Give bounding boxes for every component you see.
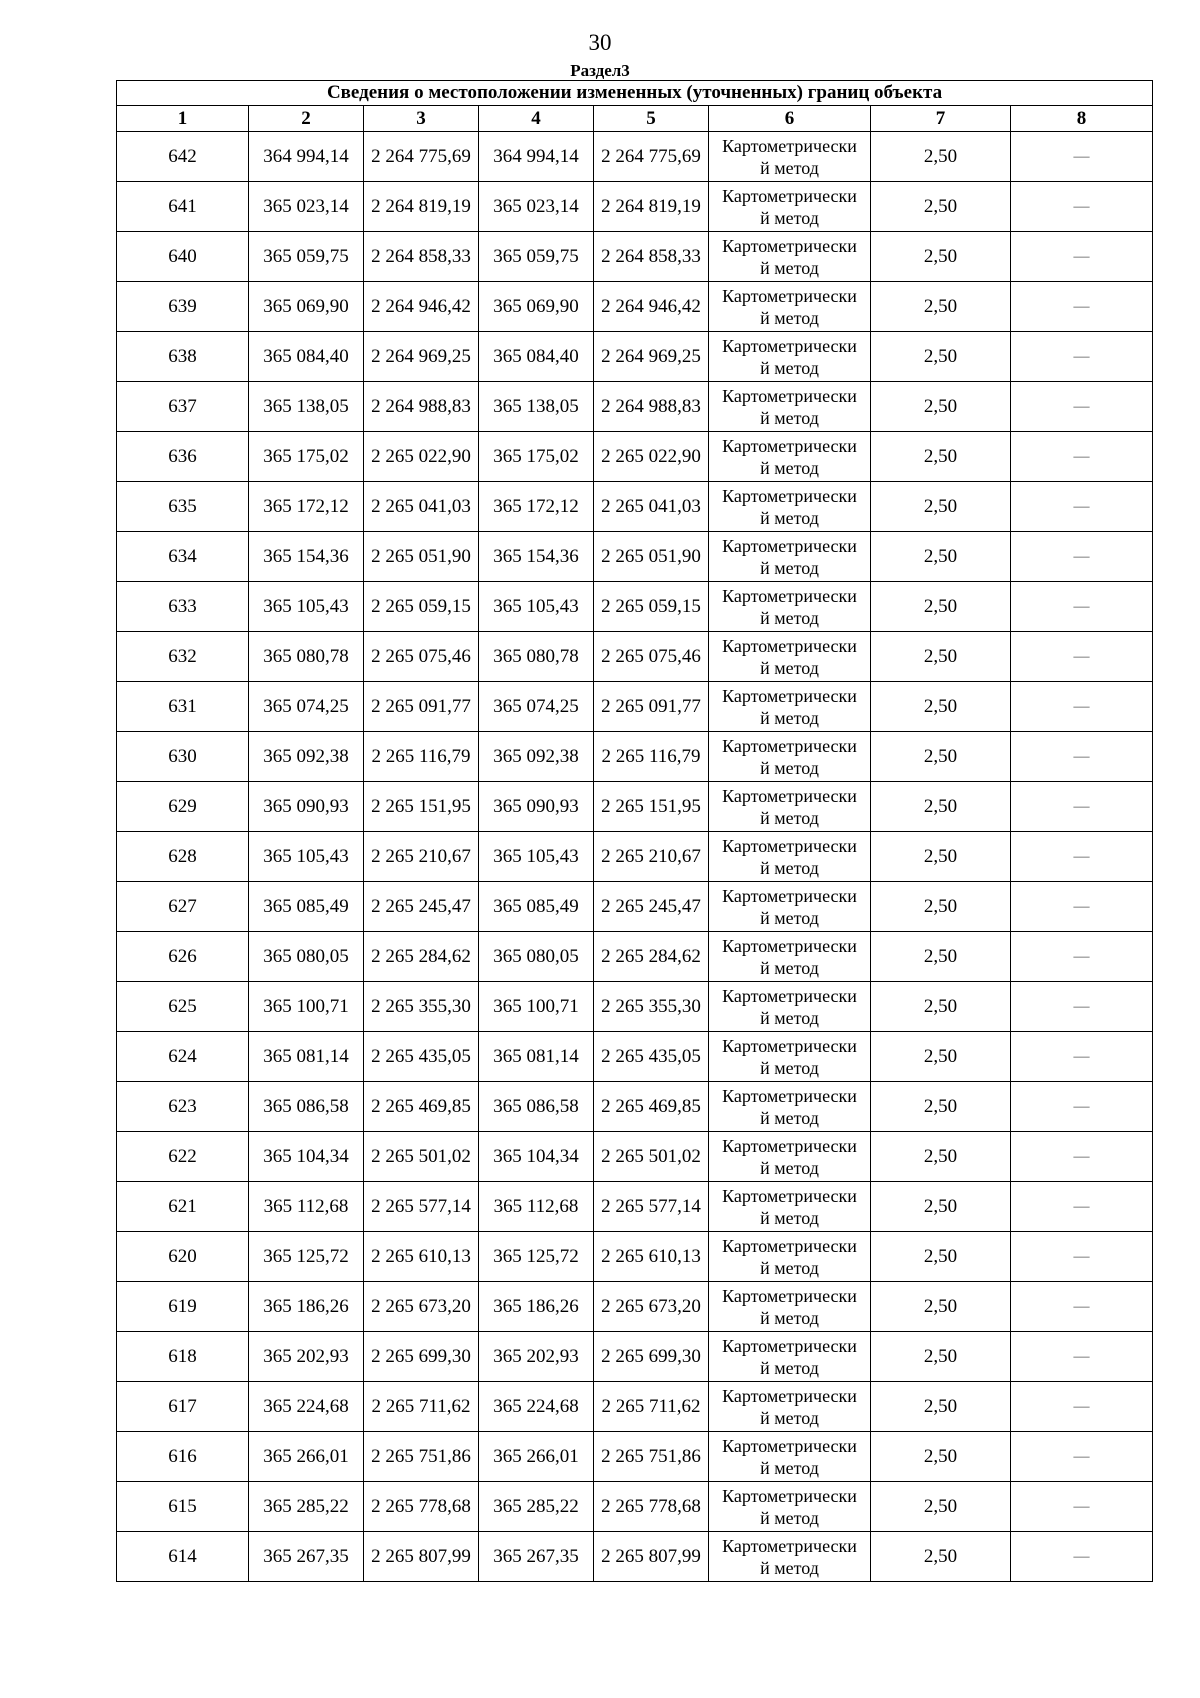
point-number-cell: 618 (117, 1332, 249, 1382)
point-number-cell: 633 (117, 582, 249, 632)
description-cell: — (1011, 482, 1153, 532)
x-coord-new-cell: 365 172,12 (479, 482, 594, 532)
x-coord-new-cell: 365 074,25 (479, 682, 594, 732)
table-title: Сведения о местоположении измененных (уточненных) границ объекта (117, 81, 1153, 106)
description-cell: — (1011, 632, 1153, 682)
x-coord-new-cell: 365 092,38 (479, 732, 594, 782)
x-coord-new-cell: 365 202,93 (479, 1332, 594, 1382)
table-row (117, 332, 1153, 382)
y-coord-existing-cell: 2 265 059,15 (364, 582, 479, 632)
accuracy-cell: 2,50 (871, 482, 1011, 532)
y-coord-new-cell: 2 265 699,30 (594, 1332, 709, 1382)
point-number-cell: 636 (117, 432, 249, 482)
accuracy-cell: 2,50 (871, 782, 1011, 832)
y-coord-existing-cell: 2 264 819,19 (364, 182, 479, 232)
y-coord-existing-cell: 2 265 577,14 (364, 1182, 479, 1232)
accuracy-cell: 2,50 (871, 682, 1011, 732)
x-coord-existing-cell: 365 086,58 (249, 1082, 364, 1132)
y-coord-new-cell: 2 265 711,62 (594, 1382, 709, 1432)
description-cell: — (1011, 932, 1153, 982)
column-number: 6 (709, 106, 871, 132)
accuracy-cell: 2,50 (871, 1032, 1011, 1082)
x-coord-existing-cell: 365 105,43 (249, 582, 364, 632)
method-cell: Картометрически й метод (709, 1232, 871, 1282)
method-cell: Картометрически й метод (709, 632, 871, 682)
y-coord-existing-cell: 2 265 151,95 (364, 782, 479, 832)
point-number-cell: 622 (117, 1132, 249, 1182)
table-row (117, 1332, 1153, 1382)
y-coord-new-cell: 2 265 577,14 (594, 1182, 709, 1232)
method-cell: Картометрически й метод (709, 932, 871, 982)
method-cell: Картометрически й метод (709, 1132, 871, 1182)
point-number-cell: 635 (117, 482, 249, 532)
description-cell: — (1011, 1032, 1153, 1082)
x-coord-existing-cell: 364 994,14 (249, 132, 364, 182)
y-coord-existing-cell: 2 265 210,67 (364, 832, 479, 882)
y-coord-existing-cell: 2 264 988,83 (364, 382, 479, 432)
description-cell: — (1011, 232, 1153, 282)
x-coord-new-cell: 365 175,02 (479, 432, 594, 482)
accuracy-cell: 2,50 (871, 1082, 1011, 1132)
method-cell: Картометрически й метод (709, 582, 871, 632)
description-cell: — (1011, 382, 1153, 432)
method-cell: Картометрически й метод (709, 1532, 871, 1582)
column-number: 1 (117, 106, 249, 132)
x-coord-existing-cell: 365 085,49 (249, 882, 364, 932)
method-cell: Картометрически й метод (709, 432, 871, 482)
x-coord-existing-cell: 365 175,02 (249, 432, 364, 482)
x-coord-existing-cell: 365 080,78 (249, 632, 364, 682)
y-coord-existing-cell: 2 265 469,85 (364, 1082, 479, 1132)
description-cell: — (1011, 982, 1153, 1032)
table-row (117, 1432, 1153, 1482)
description-cell: — (1011, 832, 1153, 882)
y-coord-new-cell: 2 265 469,85 (594, 1082, 709, 1132)
x-coord-existing-cell: 365 266,01 (249, 1432, 364, 1482)
y-coord-existing-cell: 2 265 091,77 (364, 682, 479, 732)
column-number: 2 (249, 106, 364, 132)
x-coord-new-cell: 365 186,26 (479, 1282, 594, 1332)
table-row (117, 732, 1153, 782)
y-coord-new-cell: 2 265 355,30 (594, 982, 709, 1032)
description-cell: — (1011, 1282, 1153, 1332)
accuracy-cell: 2,50 (871, 1482, 1011, 1532)
y-coord-new-cell: 2 265 245,47 (594, 882, 709, 932)
point-number-cell: 623 (117, 1082, 249, 1132)
table-row (117, 782, 1153, 832)
x-coord-existing-cell: 365 267,35 (249, 1532, 364, 1582)
description-cell: — (1011, 1532, 1153, 1582)
y-coord-new-cell: 2 265 091,77 (594, 682, 709, 732)
description-cell: — (1011, 1182, 1153, 1232)
x-coord-new-cell: 365 023,14 (479, 182, 594, 232)
column-number: 4 (479, 106, 594, 132)
table-row (117, 1532, 1153, 1582)
y-coord-existing-cell: 2 265 116,79 (364, 732, 479, 782)
table-row (117, 382, 1153, 432)
table-row (117, 482, 1153, 532)
y-coord-new-cell: 2 265 151,95 (594, 782, 709, 832)
y-coord-existing-cell: 2 265 699,30 (364, 1332, 479, 1382)
y-coord-existing-cell: 2 264 969,25 (364, 332, 479, 382)
accuracy-cell: 2,50 (871, 832, 1011, 882)
y-coord-existing-cell: 2 265 245,47 (364, 882, 479, 932)
accuracy-cell: 2,50 (871, 632, 1011, 682)
table-row (117, 1382, 1153, 1432)
y-coord-existing-cell: 2 265 673,20 (364, 1282, 479, 1332)
x-coord-new-cell: 365 059,75 (479, 232, 594, 282)
y-coord-existing-cell: 2 265 501,02 (364, 1132, 479, 1182)
accuracy-cell: 2,50 (871, 932, 1011, 982)
description-cell: — (1011, 532, 1153, 582)
x-coord-new-cell: 365 081,14 (479, 1032, 594, 1082)
x-coord-existing-cell: 365 105,43 (249, 832, 364, 882)
y-coord-existing-cell: 2 265 355,30 (364, 982, 479, 1032)
y-coord-existing-cell: 2 264 946,42 (364, 282, 479, 332)
accuracy-cell: 2,50 (871, 1182, 1011, 1232)
y-coord-existing-cell: 2 265 711,62 (364, 1382, 479, 1432)
point-number-cell: 638 (117, 332, 249, 382)
point-number-cell: 624 (117, 1032, 249, 1082)
point-number-cell: 630 (117, 732, 249, 782)
point-number-cell: 620 (117, 1232, 249, 1282)
accuracy-cell: 2,50 (871, 382, 1011, 432)
table-row (117, 882, 1153, 932)
accuracy-cell: 2,50 (871, 282, 1011, 332)
accuracy-cell: 2,50 (871, 1282, 1011, 1332)
table-row (117, 1232, 1153, 1282)
x-coord-existing-cell: 365 186,26 (249, 1282, 364, 1332)
description-cell: — (1011, 282, 1153, 332)
description-cell: — (1011, 782, 1153, 832)
y-coord-new-cell: 2 265 022,90 (594, 432, 709, 482)
method-cell: Картометрически й метод (709, 832, 871, 882)
accuracy-cell: 2,50 (871, 432, 1011, 482)
x-coord-existing-cell: 365 074,25 (249, 682, 364, 732)
table-title-row (117, 81, 1153, 106)
y-coord-new-cell: 2 265 210,67 (594, 832, 709, 882)
y-coord-new-cell: 2 265 751,86 (594, 1432, 709, 1482)
table-row (117, 682, 1153, 732)
x-coord-existing-cell: 365 285,22 (249, 1482, 364, 1532)
y-coord-existing-cell: 2 265 051,90 (364, 532, 479, 582)
method-cell: Картометрически й метод (709, 382, 871, 432)
x-coord-existing-cell: 365 154,36 (249, 532, 364, 582)
column-number: 8 (1011, 106, 1153, 132)
y-coord-new-cell: 2 265 673,20 (594, 1282, 709, 1332)
y-coord-new-cell: 2 265 610,13 (594, 1232, 709, 1282)
method-cell: Картометрически й метод (709, 282, 871, 332)
table-row (117, 1132, 1153, 1182)
description-cell: — (1011, 582, 1153, 632)
x-coord-existing-cell: 365 138,05 (249, 382, 364, 432)
x-coord-new-cell: 365 084,40 (479, 332, 594, 382)
point-number-cell: 629 (117, 782, 249, 832)
x-coord-new-cell: 365 069,90 (479, 282, 594, 332)
y-coord-existing-cell: 2 265 778,68 (364, 1482, 479, 1532)
x-coord-existing-cell: 365 172,12 (249, 482, 364, 532)
x-coord-existing-cell: 365 112,68 (249, 1182, 364, 1232)
x-coord-new-cell: 365 080,05 (479, 932, 594, 982)
y-coord-new-cell: 2 264 969,25 (594, 332, 709, 382)
x-coord-new-cell: 365 266,01 (479, 1432, 594, 1482)
method-cell: Картометрически й метод (709, 532, 871, 582)
description-cell: — (1011, 332, 1153, 382)
column-number: 5 (594, 106, 709, 132)
point-number-cell: 632 (117, 632, 249, 682)
point-number-cell: 641 (117, 182, 249, 232)
method-cell: Картометрически й метод (709, 332, 871, 382)
x-coord-new-cell: 365 285,22 (479, 1482, 594, 1532)
y-coord-existing-cell: 2 265 751,86 (364, 1432, 479, 1482)
point-number-cell: 616 (117, 1432, 249, 1482)
method-cell: Картометрически й метод (709, 1282, 871, 1332)
column-number-row (117, 106, 1153, 132)
table-row (117, 832, 1153, 882)
method-cell: Картометрически й метод (709, 1082, 871, 1132)
point-number-cell: 626 (117, 932, 249, 982)
x-coord-new-cell: 364 994,14 (479, 132, 594, 182)
description-cell: — (1011, 732, 1153, 782)
description-cell: — (1011, 1482, 1153, 1532)
y-coord-new-cell: 2 265 116,79 (594, 732, 709, 782)
table-row (117, 1082, 1153, 1132)
x-coord-new-cell: 365 105,43 (479, 582, 594, 632)
y-coord-existing-cell: 2 265 075,46 (364, 632, 479, 682)
x-coord-existing-cell: 365 080,05 (249, 932, 364, 982)
method-cell: Картометрически й метод (709, 1332, 871, 1382)
description-cell: — (1011, 882, 1153, 932)
point-number-cell: 642 (117, 132, 249, 182)
description-cell: — (1011, 432, 1153, 482)
method-cell: Картометрически й метод (709, 782, 871, 832)
method-cell: Картометрически й метод (709, 982, 871, 1032)
y-coord-new-cell: 2 265 075,46 (594, 632, 709, 682)
method-cell: Картометрически й метод (709, 482, 871, 532)
x-coord-new-cell: 365 267,35 (479, 1532, 594, 1582)
description-cell: — (1011, 1232, 1153, 1282)
table-row (117, 532, 1153, 582)
accuracy-cell: 2,50 (871, 182, 1011, 232)
accuracy-cell: 2,50 (871, 332, 1011, 382)
x-coord-existing-cell: 365 092,38 (249, 732, 364, 782)
boundary-table (116, 80, 1153, 1582)
accuracy-cell: 2,50 (871, 532, 1011, 582)
method-cell: Картометрически й метод (709, 732, 871, 782)
table-row (117, 182, 1153, 232)
column-number: 3 (364, 106, 479, 132)
y-coord-new-cell: 2 265 778,68 (594, 1482, 709, 1532)
x-coord-existing-cell: 365 125,72 (249, 1232, 364, 1282)
accuracy-cell: 2,50 (871, 232, 1011, 282)
table-row (117, 582, 1153, 632)
x-coord-new-cell: 365 080,78 (479, 632, 594, 682)
accuracy-cell: 2,50 (871, 1132, 1011, 1182)
y-coord-new-cell: 2 265 284,62 (594, 932, 709, 982)
description-cell: — (1011, 132, 1153, 182)
point-number-cell: 640 (117, 232, 249, 282)
y-coord-existing-cell: 2 264 775,69 (364, 132, 479, 182)
accuracy-cell: 2,50 (871, 1232, 1011, 1282)
point-number-cell: 625 (117, 982, 249, 1032)
x-coord-new-cell: 365 104,34 (479, 1132, 594, 1182)
y-coord-new-cell: 2 264 858,33 (594, 232, 709, 282)
y-coord-existing-cell: 2 265 284,62 (364, 932, 479, 982)
x-coord-existing-cell: 365 104,34 (249, 1132, 364, 1182)
x-coord-new-cell: 365 105,43 (479, 832, 594, 882)
point-number-cell: 637 (117, 382, 249, 432)
y-coord-new-cell: 2 265 041,03 (594, 482, 709, 532)
x-coord-existing-cell: 365 069,90 (249, 282, 364, 332)
method-cell: Картометрически й метод (709, 1182, 871, 1232)
x-coord-existing-cell: 365 084,40 (249, 332, 364, 382)
table-row (117, 1182, 1153, 1232)
point-number-cell: 615 (117, 1482, 249, 1532)
x-coord-new-cell: 365 100,71 (479, 982, 594, 1032)
method-cell: Картометрически й метод (709, 682, 871, 732)
point-number-cell: 619 (117, 1282, 249, 1332)
y-coord-new-cell: 2 265 059,15 (594, 582, 709, 632)
x-coord-new-cell: 365 112,68 (479, 1182, 594, 1232)
accuracy-cell: 2,50 (871, 1332, 1011, 1382)
table-row (117, 432, 1153, 482)
accuracy-cell: 2,50 (871, 1432, 1011, 1482)
y-coord-existing-cell: 2 265 022,90 (364, 432, 479, 482)
description-cell: — (1011, 182, 1153, 232)
y-coord-new-cell: 2 265 807,99 (594, 1532, 709, 1582)
point-number-cell: 634 (117, 532, 249, 582)
table-row (117, 1032, 1153, 1082)
x-coord-existing-cell: 365 224,68 (249, 1382, 364, 1432)
method-cell: Картометрически й метод (709, 1482, 871, 1532)
point-number-cell: 639 (117, 282, 249, 332)
y-coord-existing-cell: 2 265 807,99 (364, 1532, 479, 1582)
table-row (117, 932, 1153, 982)
point-number-cell: 627 (117, 882, 249, 932)
method-cell: Картометрически й метод (709, 132, 871, 182)
x-coord-existing-cell: 365 023,14 (249, 182, 364, 232)
x-coord-new-cell: 365 154,36 (479, 532, 594, 582)
method-cell: Картометрически й метод (709, 182, 871, 232)
table-body (117, 132, 1153, 1582)
table-row (117, 632, 1153, 682)
x-coord-new-cell: 365 138,05 (479, 382, 594, 432)
table-row (117, 132, 1153, 182)
table-row (117, 282, 1153, 332)
table-row (117, 232, 1153, 282)
method-cell: Картометрически й метод (709, 1432, 871, 1482)
x-coord-existing-cell: 365 059,75 (249, 232, 364, 282)
x-coord-new-cell: 365 085,49 (479, 882, 594, 932)
x-coord-existing-cell: 365 081,14 (249, 1032, 364, 1082)
point-number-cell: 631 (117, 682, 249, 732)
y-coord-existing-cell: 2 264 858,33 (364, 232, 479, 282)
table-row (117, 982, 1153, 1032)
accuracy-cell: 2,50 (871, 1532, 1011, 1582)
column-number: 7 (871, 106, 1011, 132)
method-cell: Картометрически й метод (709, 882, 871, 932)
method-cell: Картометрически й метод (709, 1032, 871, 1082)
accuracy-cell: 2,50 (871, 1382, 1011, 1432)
description-cell: — (1011, 1432, 1153, 1482)
y-coord-new-cell: 2 265 051,90 (594, 532, 709, 582)
y-coord-new-cell: 2 265 435,05 (594, 1032, 709, 1082)
x-coord-new-cell: 365 125,72 (479, 1232, 594, 1282)
point-number-cell: 621 (117, 1182, 249, 1232)
table-row (117, 1482, 1153, 1532)
page-number: 30 (588, 30, 612, 55)
point-number-cell: 628 (117, 832, 249, 882)
y-coord-new-cell: 2 265 501,02 (594, 1132, 709, 1182)
accuracy-cell: 2,50 (871, 882, 1011, 932)
accuracy-cell: 2,50 (871, 132, 1011, 182)
x-coord-existing-cell: 365 090,93 (249, 782, 364, 832)
description-cell: — (1011, 1332, 1153, 1382)
accuracy-cell: 2,50 (871, 982, 1011, 1032)
method-cell: Картометрически й метод (709, 1382, 871, 1432)
x-coord-new-cell: 365 224,68 (479, 1382, 594, 1432)
description-cell: — (1011, 1382, 1153, 1432)
accuracy-cell: 2,50 (871, 582, 1011, 632)
description-cell: — (1011, 682, 1153, 732)
x-coord-existing-cell: 365 202,93 (249, 1332, 364, 1382)
description-cell: — (1011, 1082, 1153, 1132)
section-label: Раздел3 (570, 61, 630, 80)
x-coord-new-cell: 365 090,93 (479, 782, 594, 832)
point-number-cell: 617 (117, 1382, 249, 1432)
y-coord-existing-cell: 2 265 041,03 (364, 482, 479, 532)
table-row (117, 1282, 1153, 1332)
description-cell: — (1011, 1132, 1153, 1182)
point-number-cell: 614 (117, 1532, 249, 1582)
y-coord-new-cell: 2 264 775,69 (594, 132, 709, 182)
x-coord-new-cell: 365 086,58 (479, 1082, 594, 1132)
y-coord-existing-cell: 2 265 435,05 (364, 1032, 479, 1082)
y-coord-new-cell: 2 264 819,19 (594, 182, 709, 232)
accuracy-cell: 2,50 (871, 732, 1011, 782)
x-coord-existing-cell: 365 100,71 (249, 982, 364, 1032)
y-coord-new-cell: 2 264 946,42 (594, 282, 709, 332)
y-coord-existing-cell: 2 265 610,13 (364, 1232, 479, 1282)
method-cell: Картометрически й метод (709, 232, 871, 282)
y-coord-new-cell: 2 264 988,83 (594, 382, 709, 432)
